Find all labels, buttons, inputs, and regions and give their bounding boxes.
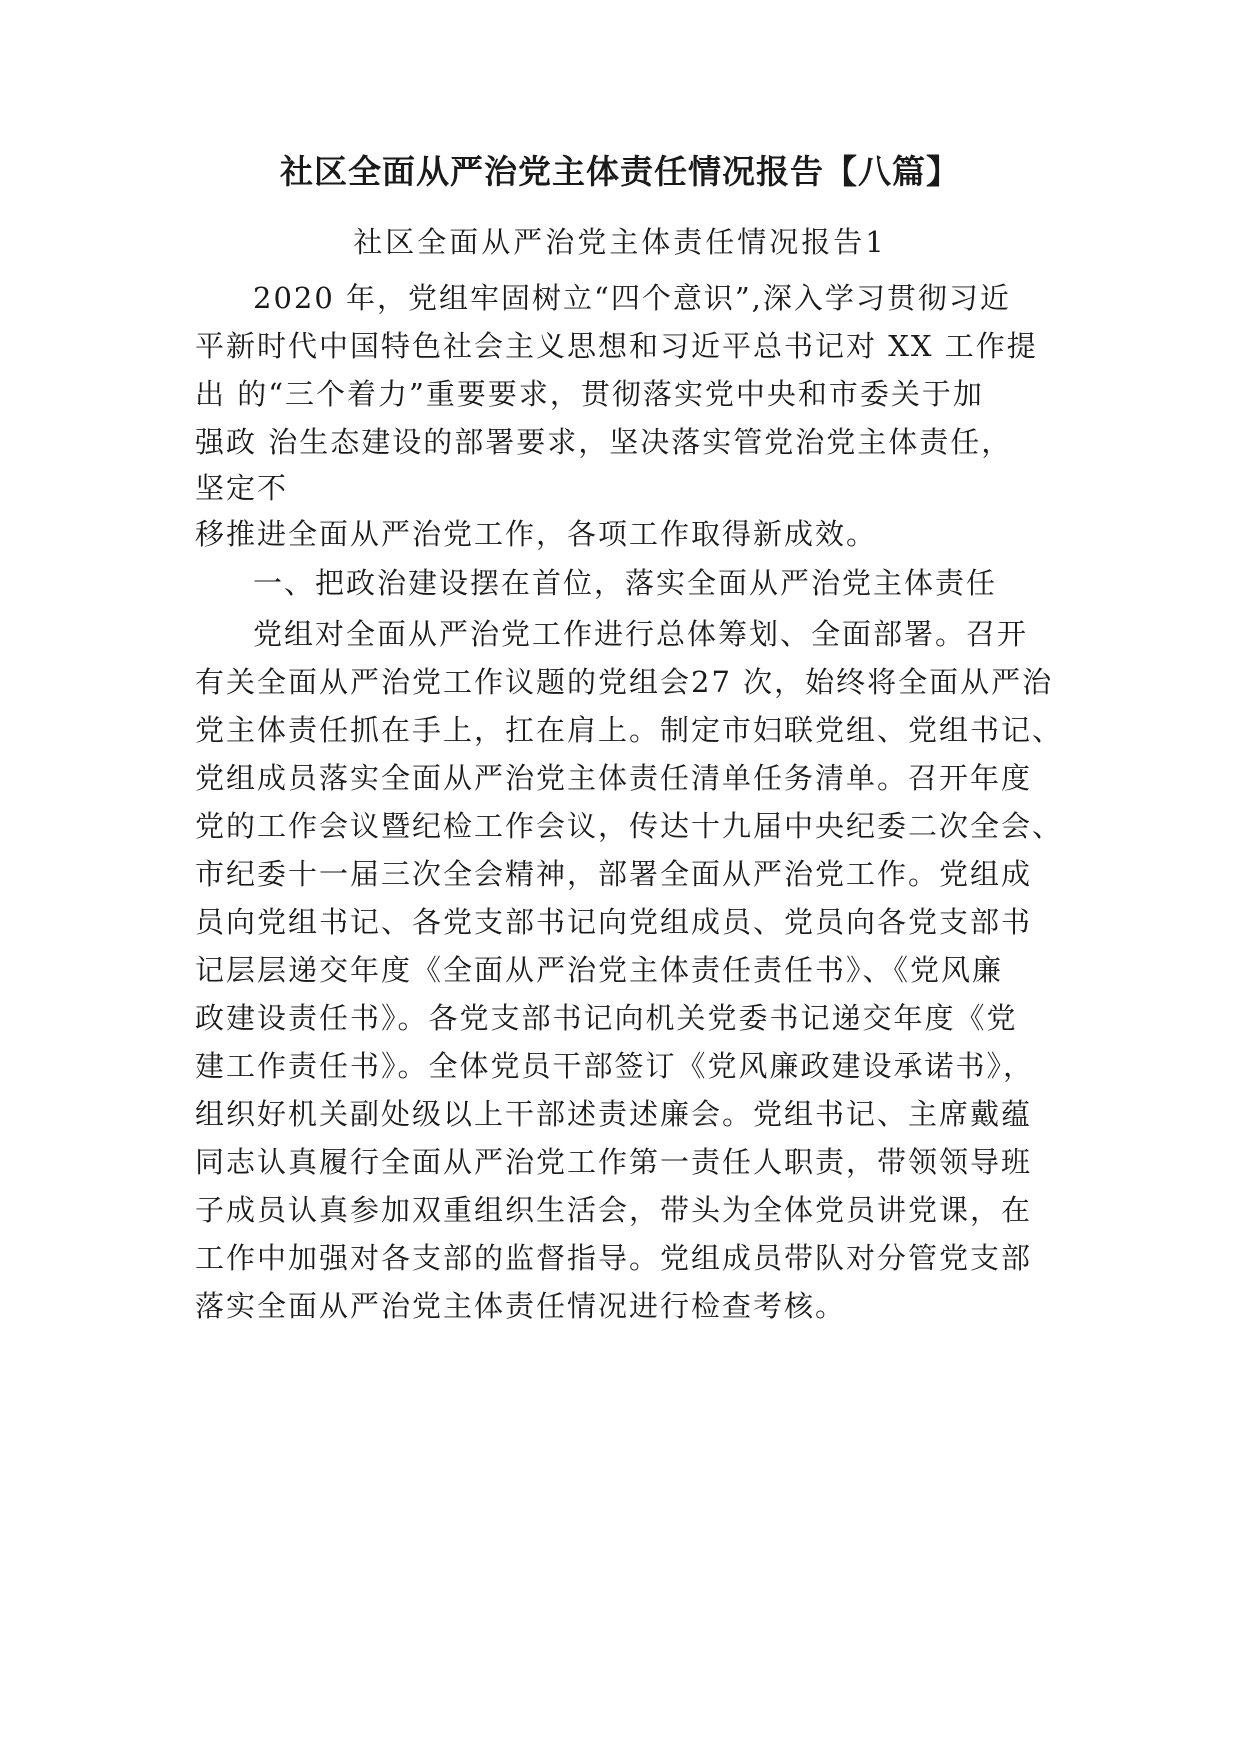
paragraph-line: 党的工作会议暨纪检工作会议，传达十九届中央纪委二次全会、 (195, 809, 1064, 843)
section-subtitle: 社区全面从严治党主体责任情况报告1 (353, 225, 887, 259)
paragraph-line: 党组对全面从严治党工作进行总体筹划、全面部署。召开 (253, 617, 1029, 651)
paragraph-line: 员向党组书记、各党支部书记向党组成员、党员向各党支部书 (195, 905, 1033, 939)
paragraph-line: 出 的“三个着力”重要要求，贯彻落实党中央和市委关于加 (195, 377, 984, 411)
paragraph-line: 有关全面从严治党工作议题的党组会27 次，始终将全面从严治 (195, 665, 1054, 699)
paragraph-line: 2020 年，党组牢固树立“四个意识”,深入学习贯彻习近 (253, 281, 1011, 315)
paragraph-line: 强政 治生态建设的部署要求，坚决落实管党治党主体责任， (195, 425, 1013, 459)
section-heading: 一、把政治建设摆在首位，落实全面从严治党主体责任 (253, 566, 998, 600)
document-title: 社区全面从严治党主体责任情况报告【八篇】 (280, 152, 960, 191)
paragraph-line: 市纪委十一届三次全会精神，部署全面从严治党工作。党组成 (195, 857, 1033, 891)
paragraph-line: 组织好机关副处级以上干部述责述廉会。党组书记、主席戴蕴 (195, 1097, 1033, 1131)
paragraph-line: 同志认真履行全面从严治党工作第一责任人职责，带领领导班 (195, 1145, 1033, 1179)
paragraph-line: 记层层递交年度《全面从严治党主体责任责任书》、《党风廉 (195, 953, 1004, 987)
paragraph-line: 工作中加强对各支部的监督指导。党组成员带队对分管党支部 (195, 1241, 1033, 1275)
paragraph-line: 坚定不 (195, 471, 289, 505)
paragraph-line: 子成员认真参加双重组织生活会，带头为全体党员讲党课，在 (195, 1193, 1033, 1227)
paragraph-line: 政建设责任书》。各党支部书记向机关党委书记递交年度《党 (195, 1001, 1018, 1035)
paragraph-line: 落实全面从严治党主体责任情况进行检查考核。 (195, 1289, 847, 1323)
paragraph-line: 党组成员落实全面从严治党主体责任清单任务清单。召开年度 (195, 761, 1033, 795)
paragraph-line: 党主体责任抓在手上，扛在肩上。制定市妇联党组、党组书记、 (195, 713, 1064, 747)
paragraph-line: 移推进全面从严治党工作，各项工作取得新成效。 (195, 517, 878, 551)
paragraph-line: 建工作责任书》。全体党员干部签订《党风廉政建设承诺书》， (195, 1049, 1035, 1083)
paragraph-line: 平新时代中国特色社会主义思想和习近平总书记对 XX 工作提 (195, 329, 1038, 363)
